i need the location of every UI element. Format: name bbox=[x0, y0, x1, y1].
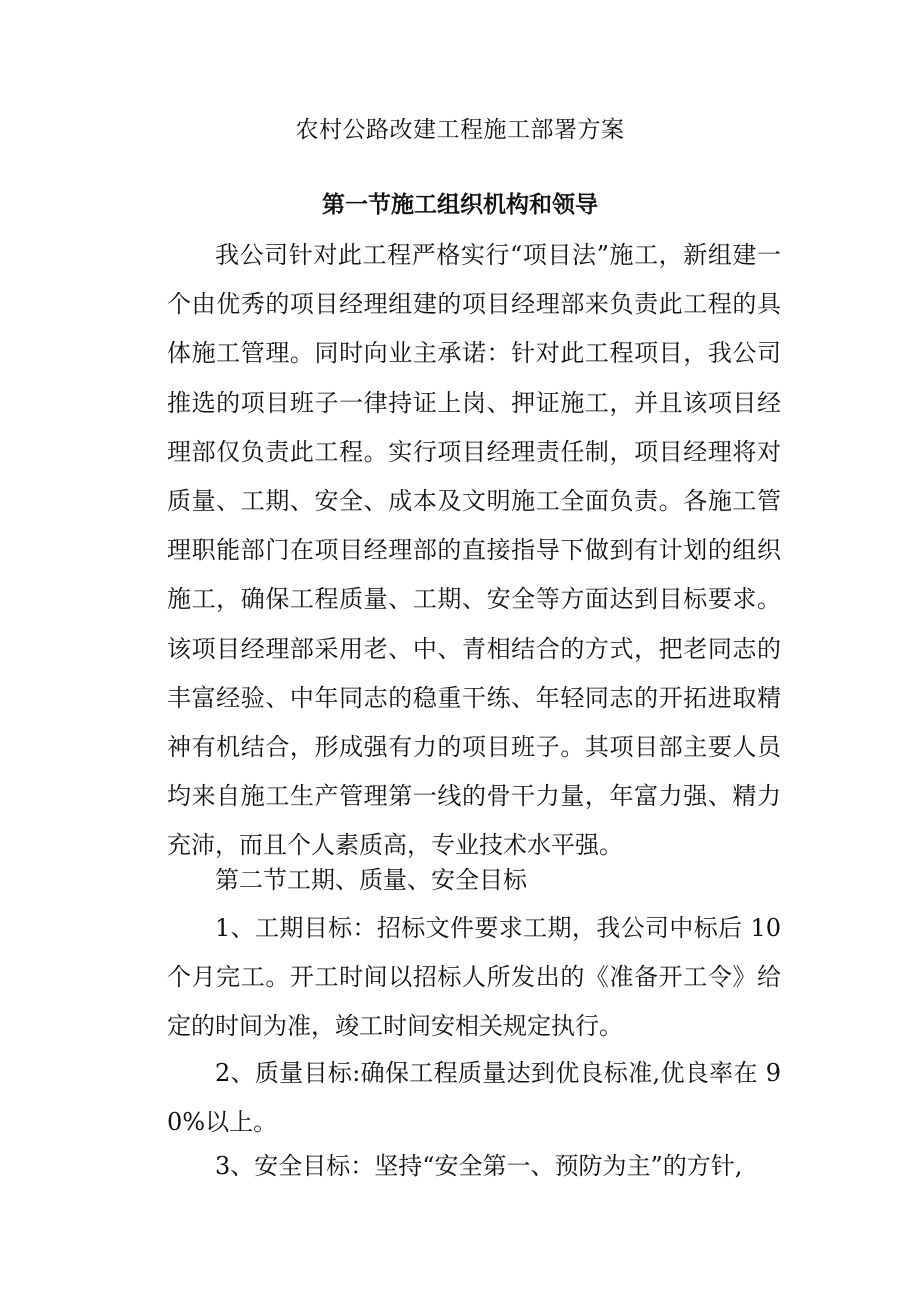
schedule-goal-paragraph: 1、工期目标：招标文件要求工期，我公司中标后 10 个月完工。开工时间以招标人所发出的《准备开工令》给定的时间为准，竣工时间安相关规定执行。 bbox=[167, 914, 781, 1041]
safety-goal-paragraph: 3、安全目标：坚持“安全第一、预防为主”的方针, bbox=[215, 1152, 743, 1180]
section-heading-2: 第二节工期、质量、安全目标 bbox=[215, 866, 527, 894]
document-title: 农村公路改建工程施工部署方案 bbox=[295, 117, 625, 143]
quality-goal-paragraph: 2、质量目标:确保工程质量达到优良标准,优良率在 90%以上。 bbox=[167, 1059, 781, 1137]
section-heading-1: 第一节施工组织机构和领导 bbox=[322, 191, 598, 218]
section1-paragraph: 我公司针对此工程严格实行“项目法”施工，新组建一个由优秀的项目经理组建的项目经理部来负责此工程的具体施工管理。同时向业主承诺：针对此工程项目，我公司推选的项目班子一律持证上岗、押证施工，并且该项目经理部仅负责此工程。实行项目经理责任制，项目经理将对质量、工期、安全、成本及文明施工全面负责。各施工管理职能部门在项目经理部的直接指导下做到有计划的组织施工，确保工程质量、工期、安全等方面达到目标要求。该项目经理部采用老、中、青相结合的方式，把老同志的丰富经验、中年同志的稳重干练、年轻同志的开拓进取精神有机结合，形成强有力的项目班子。其项目部主要人员均来自施工生产管理第一线的骨干力量，年富力强、精力充沛，而且个人素质高，专业技术水平强。 bbox=[167, 241, 781, 860]
